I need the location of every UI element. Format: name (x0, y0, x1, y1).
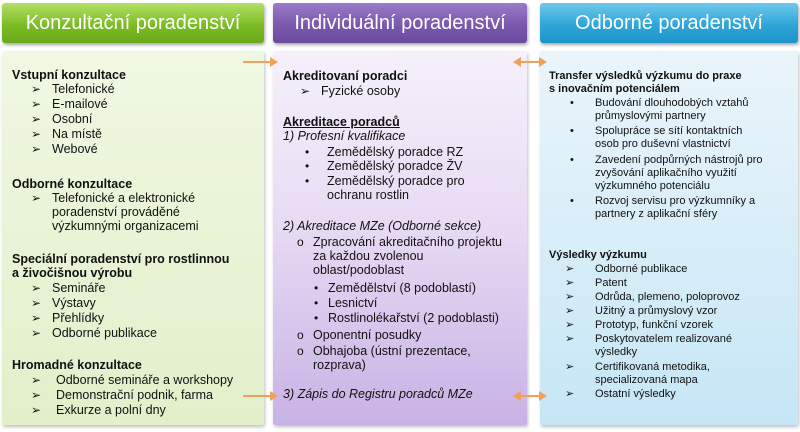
section-heading: Akreditace poradců (283, 115, 400, 129)
section-heading: Transfer výsledků výzkumu do praxe (549, 70, 742, 82)
list-item: E-mailové (52, 97, 108, 111)
list-item: Semináře (52, 281, 106, 295)
list-item-cont: osob pro duševní vlastnictví (595, 138, 731, 150)
arrow-bullet-icon: ➢ (31, 82, 42, 96)
arrow-bullet-icon: ➢ (31, 112, 42, 126)
section-heading: Odborné konzultace (12, 177, 133, 191)
connector-arrow-icon (240, 388, 280, 404)
arrow-bullet-icon: ➢ (300, 84, 311, 98)
list-item: Odborné publikace (595, 263, 688, 275)
list-item-cont: specializovaná mapa (595, 374, 698, 386)
list-item: Osobní (52, 112, 93, 126)
arrow-bullet-icon: ➢ (31, 311, 42, 325)
step-label: 1) Profesní kvalifikace (283, 129, 406, 143)
list-item: Ostatní výsledky (595, 388, 676, 400)
list-item: Spolupráce se sítí kontaktních (595, 125, 743, 137)
list-item-cont: průmyslovými partnery (595, 110, 706, 122)
dot-bullet-icon: • (570, 154, 574, 166)
list-item: Zemědělství (8 podoblastí) (328, 281, 476, 295)
arrow-bullet-icon: ➢ (31, 326, 42, 340)
list-item: Přehlídky (52, 311, 105, 325)
list-item-cont: výzkumnými organizacemi (52, 219, 199, 233)
list-item: Budování dlouhodobých vztahů (595, 97, 749, 109)
section-heading-cont: s inovačním potenciálem (549, 83, 680, 95)
arrow-bullet-icon: ➢ (31, 142, 42, 156)
section-heading: Vstupní konzultace (12, 68, 126, 82)
list-item: Odborné publikace (52, 326, 157, 340)
section-heading: Hromadné konzultace (12, 358, 142, 372)
list-item: Telefonické a elektronické (52, 191, 196, 205)
list-item: Oponentní posudky (313, 328, 422, 342)
connector-arrow-icon (240, 54, 280, 70)
connector-double-arrow-icon (509, 388, 551, 404)
arrow-bullet-icon: ➢ (565, 361, 575, 373)
circle-bullet-icon: o (297, 328, 304, 342)
arrow-bullet-icon: ➢ (31, 127, 42, 141)
arrow-bullet-icon: ➢ (31, 403, 42, 417)
list-item: Zavedení podpůrných nástrojů pro (595, 154, 763, 166)
dot-bullet-icon: • (570, 97, 574, 109)
arrow-bullet-icon: ➢ (565, 319, 575, 331)
arrow-bullet-icon: ➢ (31, 373, 42, 387)
column-header: Odborné poradenství (540, 3, 798, 43)
list-item: Certifikovaná metodika, (595, 361, 710, 373)
list-item: Webové (52, 142, 98, 156)
list-item-cont: oblast/podoblast (313, 263, 405, 277)
list-item: Prototyp, funkční vzorek (595, 319, 713, 331)
arrow-bullet-icon: ➢ (565, 333, 575, 345)
circle-bullet-icon: o (297, 344, 304, 358)
list-item-cont: zvyšování aplikačního využití (595, 167, 737, 179)
dot-bullet-icon: • (305, 145, 310, 159)
list-item: Na místě (52, 127, 103, 141)
arrow-bullet-icon: ➢ (565, 388, 575, 400)
circle-bullet-icon: o (297, 235, 304, 249)
section-heading: Akreditovaní poradci (283, 69, 408, 83)
arrow-bullet-icon: ➢ (31, 97, 42, 111)
list-item: Zpracování akreditačního projektu (313, 235, 502, 249)
dot-bullet-icon: • (314, 296, 319, 310)
list-item: Telefonické (52, 82, 115, 96)
dot-bullet-icon: • (570, 125, 574, 137)
column-header: Konzultační poradenství (2, 3, 264, 43)
list-item: Demonstrační podnik, farma (56, 388, 214, 402)
section-heading: Výsledky výzkumu (549, 249, 647, 261)
list-item: Rozvoj servisu pro výzkumníky a (595, 195, 756, 207)
list-item-cont: rozprava) (313, 358, 366, 372)
column-header: Individuální poradenství (273, 3, 527, 43)
list-item: Obhajoba (ústní prezentace, (313, 344, 471, 358)
list-item: Zemědělský poradce RZ (327, 145, 464, 159)
list-item: Zemědělský poradce pro (327, 174, 465, 188)
list-item: Odborné semináře a workshopy (56, 373, 234, 387)
connector-double-arrow-icon (509, 54, 551, 70)
list-item: Odrůda, plemeno, poloprovoz (595, 291, 740, 303)
list-item: Exkurze a polní dny (56, 403, 166, 417)
list-item: Užitný a průmyslový vzor (595, 305, 718, 317)
list-item-cont: za každou zvolenou (313, 249, 424, 263)
list-item-cont: partnery z aplikační sféry (595, 208, 718, 220)
arrow-bullet-icon: ➢ (31, 296, 42, 310)
list-item-cont: výsledky (595, 346, 638, 358)
list-item: Patent (595, 277, 627, 289)
dot-bullet-icon: • (314, 281, 319, 295)
list-item-cont: poradenství prováděné (52, 205, 180, 219)
list-item: Výstavy (52, 296, 96, 310)
section-heading: Speciální poradenství pro rostlinnou (12, 252, 230, 266)
dot-bullet-icon: • (314, 311, 319, 325)
list-item: Lesnictví (328, 296, 378, 310)
arrow-bullet-icon: ➢ (31, 191, 42, 205)
arrow-bullet-icon: ➢ (565, 291, 575, 303)
list-item: Rostlinolékařství (2 podoblasti) (328, 311, 499, 325)
section-heading-cont: a živočišnou výrobu (12, 266, 133, 280)
list-item: Fyzické osoby (321, 84, 401, 98)
arrow-bullet-icon: ➢ (31, 388, 42, 402)
list-item: Poskytovatelem realizované (595, 333, 732, 345)
step-label: 3) Zápis do Registru poradců MZe (283, 387, 473, 401)
list-item-cont: výzkumného potenciálu (595, 180, 710, 192)
arrow-bullet-icon: ➢ (565, 263, 575, 275)
arrow-bullet-icon: ➢ (31, 281, 42, 295)
step-label: 2) Akreditace MZe (Odborné sekce) (283, 219, 482, 233)
dot-bullet-icon: • (305, 159, 310, 173)
list-item-cont: ochranu rostlin (327, 188, 409, 202)
arrow-bullet-icon: ➢ (565, 305, 575, 317)
list-item: Zemědělský poradce ŽV (327, 159, 463, 173)
dot-bullet-icon: • (570, 195, 574, 207)
arrow-bullet-icon: ➢ (565, 277, 575, 289)
dot-bullet-icon: • (305, 174, 310, 188)
